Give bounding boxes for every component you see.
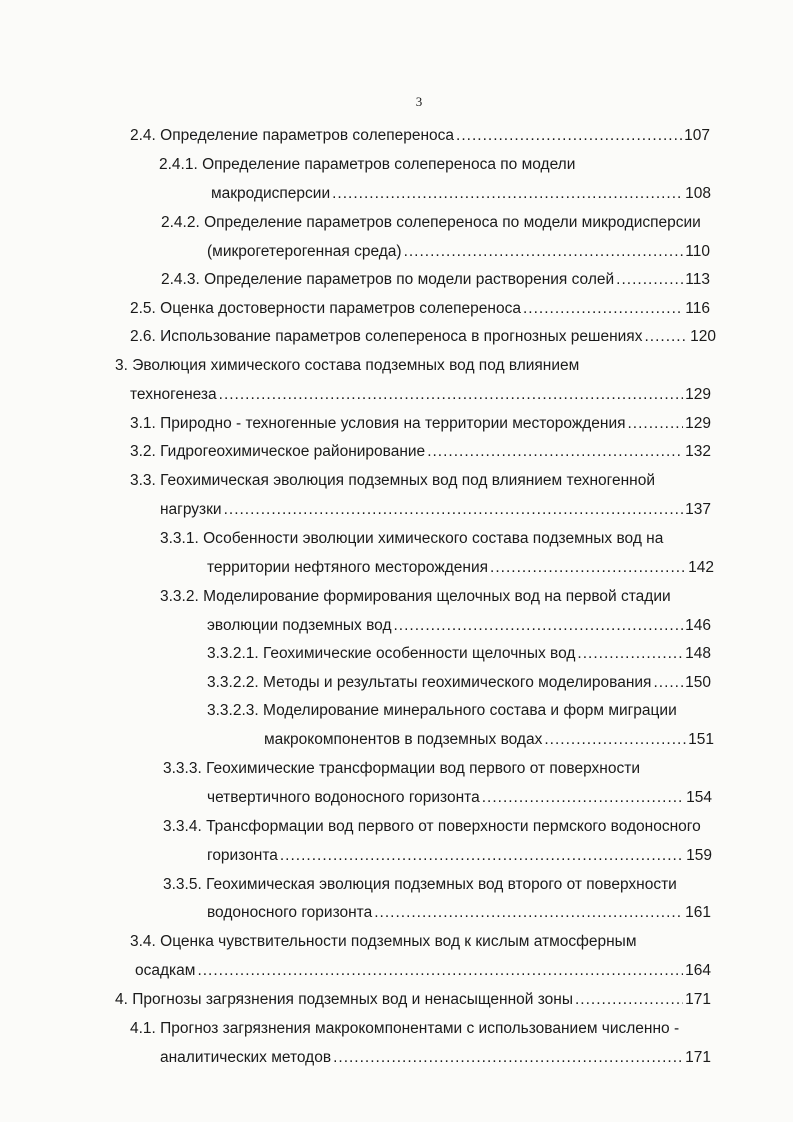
toc-entry-page: 132 [685,443,711,460]
toc-entry[interactable] [130,441,711,463]
toc-entry-title: макрокомпонентов в подземных водах [264,731,543,748]
toc-entry-title: 2.5. Оценка достоверности параметров солепереноса [130,300,521,317]
toc-entry[interactable] [207,845,712,867]
leader-dots [544,729,686,751]
toc-entry-title: четвертичного водоносного горизонта [207,789,480,806]
toc-entry[interactable] [135,960,711,982]
toc-entry[interactable] [160,586,671,608]
toc-entry-page: 146 [685,617,711,634]
toc-entry-page: 171 [685,991,711,1008]
toc-entry[interactable] [163,758,640,780]
toc-entry-title: 3.3.3. Геохимические трансформации вод первого от поверхности [163,760,640,777]
toc-entry[interactable] [264,729,714,751]
toc-entry-title: 3.3.5. Геохимическая эволюция подземных вод второго от поверхности [163,876,677,893]
leader-dots [628,413,684,435]
toc-entry-title: водоносного горизонта [207,904,373,921]
toc-entry-title: 2.4.1. Определение параметров солепереноса по модели [159,156,576,173]
toc-entry[interactable] [163,874,677,896]
toc-entry-page: 129 [685,415,711,432]
toc-entry[interactable] [160,1047,711,1069]
toc-entry-title: 3.4. Оценка чувствительности подземных вод к кислым атмосферным [130,933,637,950]
leader-dots [523,298,683,320]
toc-entry-title: 4. Прогнозы загрязнения подземных вод и ненасыщенной зоны [115,991,573,1008]
toc-entry-title: 3.3.2. Моделирование формирования щелочных вод на первой стадии [160,588,671,605]
toc-entry[interactable] [130,470,655,492]
leader-dots [644,326,688,348]
toc-entry-page: 148 [685,645,711,662]
toc-entry[interactable] [163,816,701,838]
toc-entry[interactable] [130,298,710,320]
toc-entry-title: 2.6. Использование параметров солепереноса в прогнозных решениях [130,328,643,345]
toc-entry[interactable] [159,154,575,176]
toc-entry-page: 171 [685,1049,711,1066]
toc-entry-title: 3.3. Геохимическая эволюция подземных вод под влиянием техногенной [130,472,655,489]
toc-entry-page: 120 [690,328,716,345]
toc-entry-title: 3.3.1. Особенности эволюции химического состава подземных вод на [160,530,664,547]
toc-entry-title: нагрузки [160,501,222,518]
toc-entry[interactable] [130,384,711,406]
toc-entry[interactable] [160,499,711,521]
toc-entry-title: 3.3.4. Трансформации вод первого от поверхности пермского водоносного [163,818,701,835]
toc-entry[interactable] [207,643,711,665]
page-number: 3 [415,94,423,109]
toc-entry-page: 129 [685,386,711,403]
leader-dots [427,441,683,463]
toc-entry-title: 3.3.2.2. Методы и результаты геохимического моделирования [207,674,652,691]
toc-entry-page: 108 [685,185,711,202]
toc-entry[interactable] [161,269,710,291]
leader-dots [490,557,686,579]
toc-entry-title: 3.1. Природно - техногенные условия на территории месторождения [130,415,626,432]
toc-entry-page: 113 [685,271,710,288]
toc-entry[interactable] [211,183,711,205]
leader-dots [197,960,683,982]
toc-entry-title: аналитических методов [160,1049,332,1066]
toc-entry-title: 2.4. Определение параметров солепереноса [130,127,455,144]
leader-dots [404,241,684,263]
toc-entry-title: осадкам [135,962,196,979]
toc-entry[interactable] [207,615,711,637]
toc-entry[interactable] [161,212,701,234]
leader-dots [224,499,684,521]
toc-entry-title: территории нефтяного месторождения [207,559,489,576]
toc-entry-title: техногенеза [130,386,217,403]
toc-entry[interactable] [130,413,711,435]
leader-dots [482,787,684,809]
leader-dots [577,643,683,665]
leader-dots [280,845,684,867]
toc-entry[interactable] [160,528,663,550]
toc-entry-page: 116 [685,300,710,317]
toc-entry[interactable] [130,931,636,953]
leader-dots [616,269,683,291]
toc-entry-title: 3.3.2.3. Моделирование минерального состава и форм миграции [207,702,677,719]
toc-entry[interactable] [130,326,716,348]
leader-dots [456,125,682,147]
toc-entry-page: 154 [686,789,712,806]
toc-entry[interactable] [207,700,677,722]
toc-entry-title: 2.4.2. Определение параметров солепереноса по модели микродисперсии [161,214,701,231]
toc-entry[interactable] [207,672,711,694]
leader-dots [333,1047,683,1069]
toc-entry[interactable] [130,125,710,147]
toc-entry[interactable] [207,902,711,924]
leader-dots [219,384,683,406]
toc-entry-page: 150 [685,674,711,691]
toc-entry-title: 3.3.2.1. Геохимические особенности щелочных вод [207,645,576,662]
toc-entry-page: 159 [686,847,712,864]
toc-entry-title: макродисперсии [211,185,331,202]
toc-entry-title: 3.2. Гидрогеохимическое районирование [130,443,426,460]
toc-entry-title: 3. Эволюция химического состава подземных вод под влиянием [115,357,580,374]
toc-entry[interactable] [115,355,579,377]
leader-dots [374,902,683,924]
toc-entry-title: 2.4.3. Определение параметров по модели растворения солей [161,271,615,288]
toc-entry[interactable] [115,989,711,1011]
toc-entry-title: 4.1. Прогноз загрязнения макрокомпонентами с использованием численно - [130,1020,680,1037]
toc-entry-page: 151 [688,731,714,748]
toc-entry-title: (микрогетерогенная среда) [207,243,402,260]
toc-entry[interactable] [207,787,712,809]
toc-entry[interactable] [130,1018,679,1040]
toc-entry-page: 164 [685,962,711,979]
toc-entry-title: эволюции подземных вод [207,617,392,634]
toc-entry-page: 161 [685,904,711,921]
toc-entry[interactable] [207,241,710,263]
toc-entry-page: 110 [685,243,710,260]
toc-entry-page: 107 [684,127,710,144]
leader-dots [332,183,683,205]
toc-entry-title: горизонта [207,847,278,864]
toc-entry-page: 142 [688,559,714,576]
toc-entry[interactable] [207,557,714,579]
leader-dots [575,989,683,1011]
leader-dots [653,672,683,694]
toc-entry-page: 137 [685,501,711,518]
leader-dots [394,615,684,637]
